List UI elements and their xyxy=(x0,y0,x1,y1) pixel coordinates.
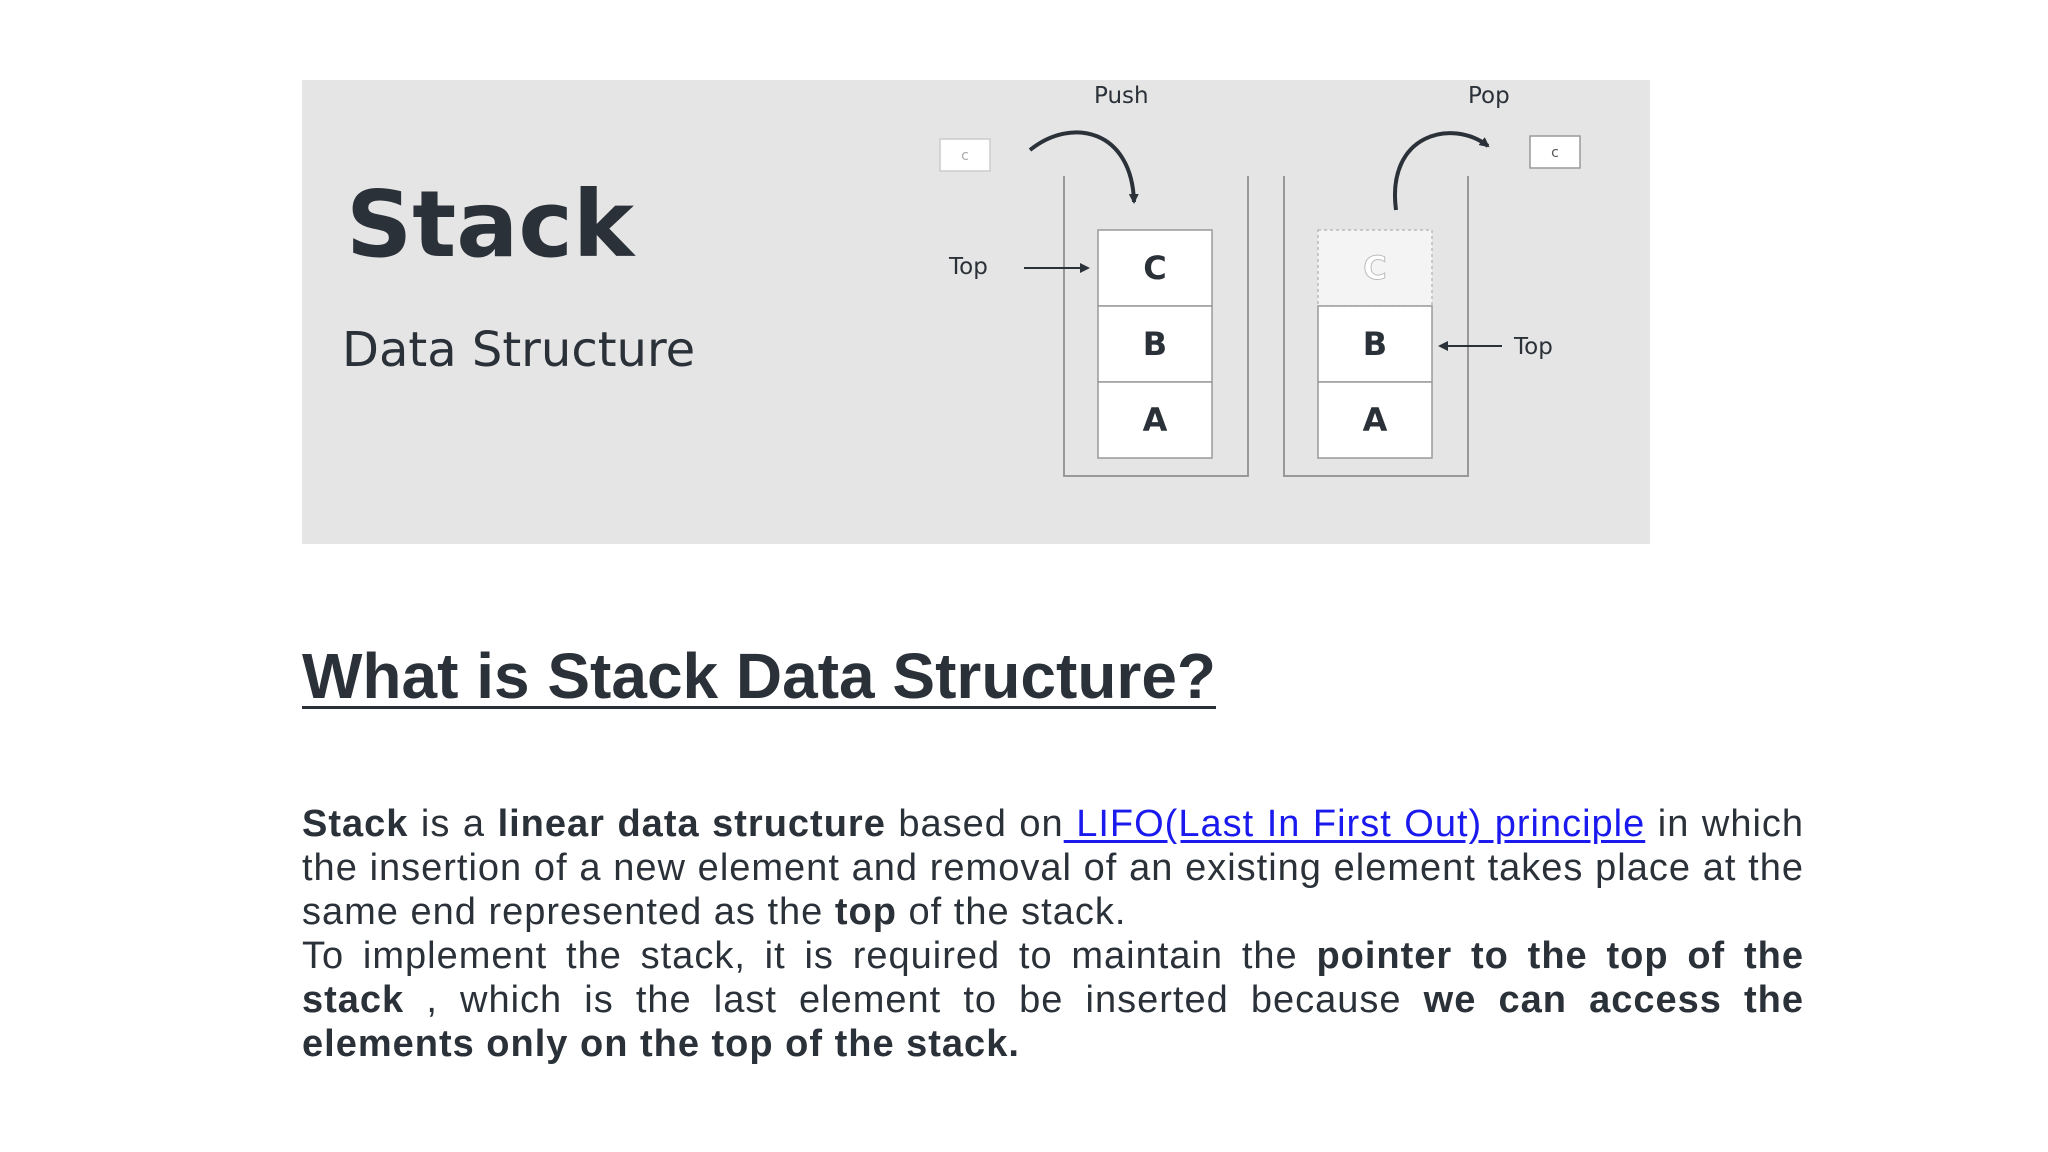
left-stack-cell-label: B xyxy=(1142,325,1168,363)
body-text-span: of the stack. xyxy=(896,891,1127,933)
pop-arrow-icon xyxy=(1395,133,1488,210)
bold-text: pointer to the top of the stack xyxy=(302,935,1804,1021)
push-arrow-icon xyxy=(1030,132,1134,202)
top-label-left: Top xyxy=(949,254,988,280)
body-text-span: is a xyxy=(408,803,498,845)
push-label: Push xyxy=(1094,83,1149,109)
right-stack-cell-label: B xyxy=(1362,325,1388,363)
body-text xyxy=(302,802,1804,1066)
bold-text: we can access the elements only on the top of the stack. xyxy=(302,979,1804,1065)
bold-text: top xyxy=(834,891,897,933)
removed-stack-cell-label: C xyxy=(1363,249,1387,287)
body-text-span: , which is the last element to be inserted because xyxy=(404,979,1424,1021)
left-stack-cell-label: C xyxy=(1143,249,1167,287)
body-text-span: in which the insertion of a new element and removal of an existing element takes place at the same end represented as the xyxy=(302,803,1805,933)
pushed-element-label: c xyxy=(961,148,969,164)
left-stack-cell-label: A xyxy=(1142,401,1168,439)
bold-text: Stack xyxy=(302,803,409,845)
stack-banner-image xyxy=(302,80,1650,544)
body-text-span: based on xyxy=(885,803,1064,845)
top-label-right: Top xyxy=(1514,334,1553,360)
body-text-span: To implement the stack, it is required to maintain the xyxy=(302,935,1317,977)
stack-diagram xyxy=(302,80,1650,544)
lifo-principle-link[interactable]: LIFO(Last In First Out) principle xyxy=(1063,803,1646,845)
banner-title: Stack xyxy=(346,171,635,278)
page-heading: What is Stack Data Structure? xyxy=(302,640,1216,712)
bold-text: linear data structure xyxy=(497,803,886,845)
right-stack-cell-label: A xyxy=(1362,401,1388,439)
popped-element-label: c xyxy=(1551,145,1559,161)
banner-subtitle: Data Structure xyxy=(342,322,696,378)
pop-label: Pop xyxy=(1468,83,1510,109)
